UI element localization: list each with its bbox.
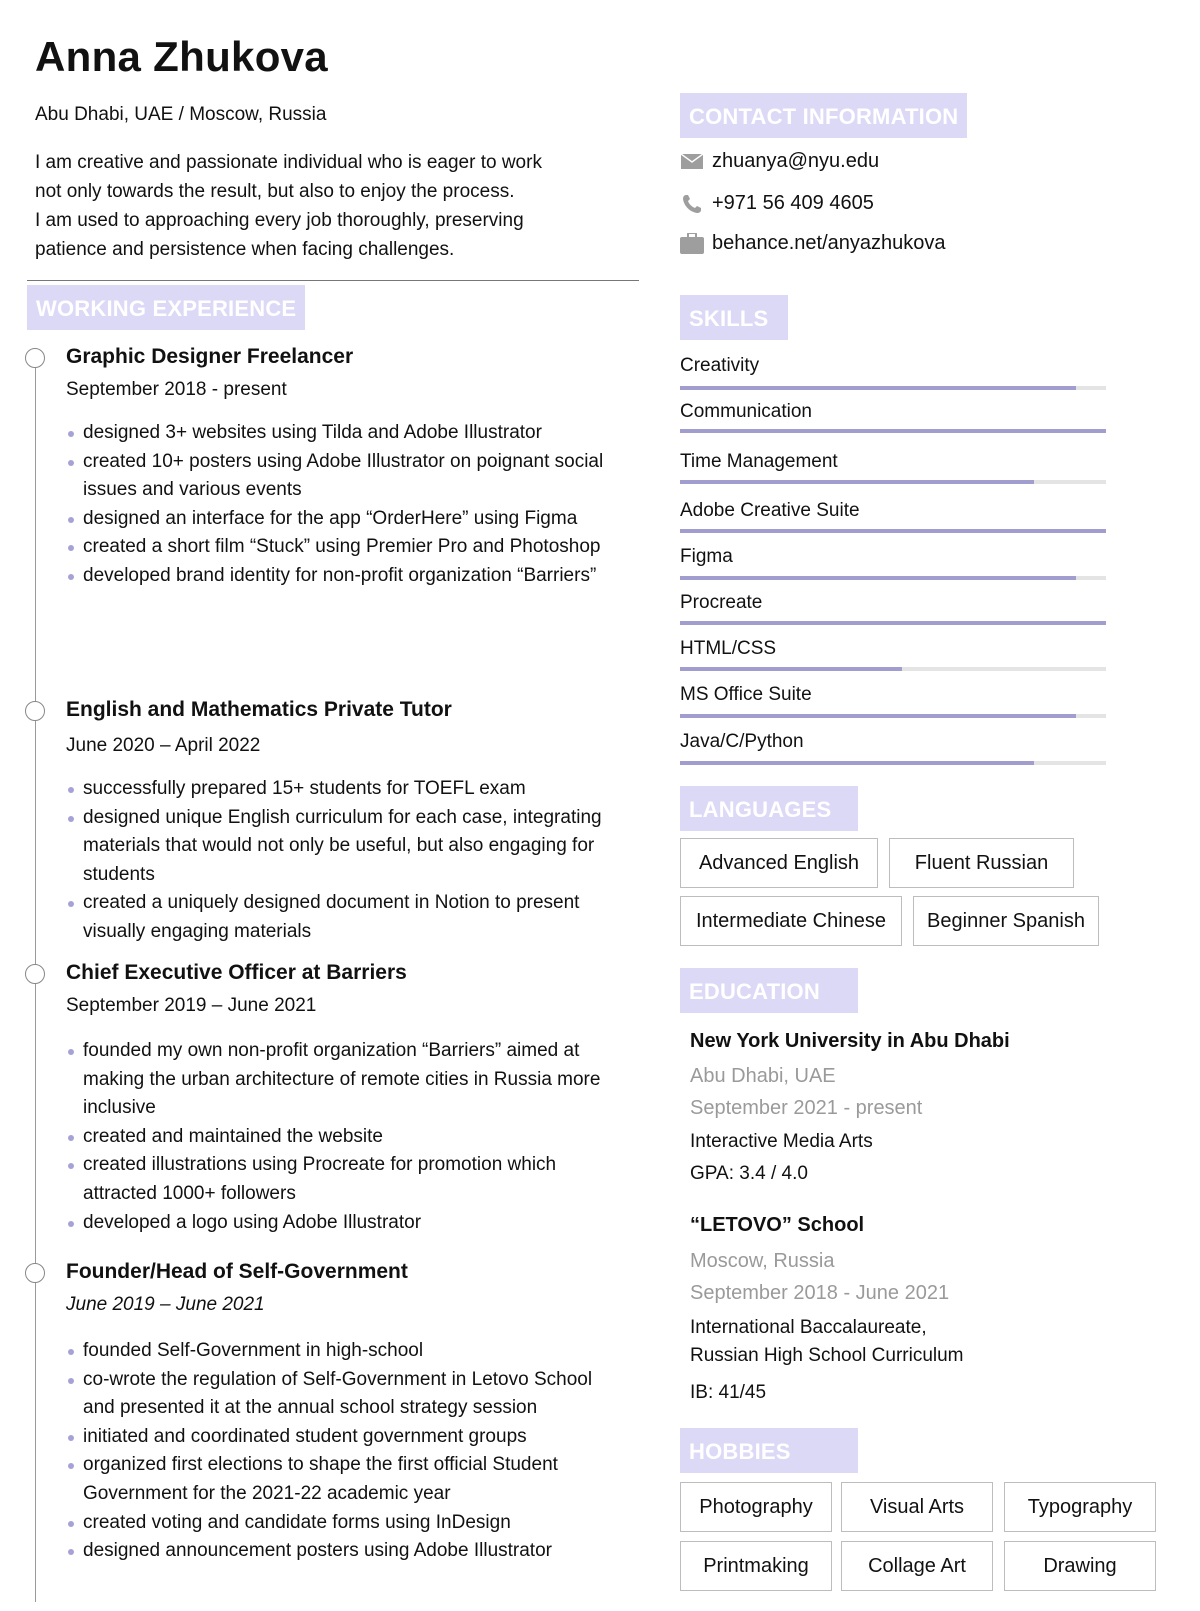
list-item: created a short film “Stuck” using Premier Pro and Photoshop — [83, 533, 628, 562]
hobby-tag: Photography — [680, 1482, 832, 1532]
skill-bar-track — [680, 429, 1106, 433]
school-grade: IB: 41/45 — [690, 1382, 767, 1403]
job-bullets — [83, 1037, 628, 1237]
job-bullets — [83, 1337, 628, 1566]
section-title-education: EDUCATION — [680, 968, 858, 1013]
hobby-tag: Collage Art — [841, 1541, 993, 1591]
list-item: successfully prepared 15+ students for TOEFL exam — [83, 775, 628, 804]
list-item: co-wrote the regulation of Self-Government in Letovo School and presented it at the annual school strategy session — [83, 1366, 628, 1423]
school-program: Russian High School Curriculum — [690, 1345, 964, 1366]
skill-bar-fill — [680, 667, 902, 671]
contact-phone[interactable] — [680, 192, 874, 215]
list-item: designed an interface for the app “OrderHere” using Figma — [83, 505, 628, 534]
skill-bar-fill — [680, 621, 1106, 625]
list-item: created voting and candidate forms using InDesign — [83, 1509, 628, 1538]
school-name: New York University in Abu Dhabi — [690, 1030, 1010, 1052]
list-item: founded my own non-profit organization “Barriers” aimed at making the urban architecture of remote cities in Russia more inclusive — [83, 1037, 628, 1123]
hobby-tag: Drawing — [1004, 1541, 1156, 1591]
skill-bar-track — [680, 621, 1106, 625]
skill-label: Adobe Creative Suite — [680, 500, 860, 521]
timeline-dot — [25, 964, 45, 984]
summary-line: I am used to approaching every job thoroughly, preserving — [35, 210, 524, 231]
job-bullets — [83, 419, 628, 591]
school-grade: GPA: 3.4 / 4.0 — [690, 1163, 808, 1184]
header-divider — [27, 280, 639, 281]
list-item: created and maintained the website — [83, 1123, 628, 1152]
job-title: Graphic Designer Freelancer — [66, 345, 354, 368]
location: Abu Dhabi, UAE / Moscow, Russia — [35, 104, 327, 125]
section-title-experience: WORKING EXPERIENCE — [27, 285, 305, 330]
section-title-skills: SKILLS — [680, 295, 788, 340]
hobby-tag: Typography — [1004, 1482, 1156, 1532]
skill-label: Time Management — [680, 451, 838, 472]
skill-bar-fill — [680, 529, 1106, 533]
list-item: designed 3+ websites using Tilda and Adobe Illustrator — [83, 419, 628, 448]
language-tag: Beginner Spanish — [913, 896, 1099, 946]
school-dates: September 2018 - June 2021 — [690, 1282, 950, 1304]
school-program: International Baccalaureate, — [690, 1317, 927, 1338]
skill-bar-track — [680, 576, 1106, 580]
contact-email[interactable] — [680, 150, 879, 173]
summary-line: I am creative and passionate individual who is eager to work — [35, 152, 542, 173]
language-tag: Advanced English — [680, 838, 878, 888]
section-title-contact: CONTACT INFORMATION — [680, 93, 967, 138]
job-title: Founder/Head of Self-Government — [66, 1260, 408, 1283]
skill-item — [680, 451, 1106, 473]
skill-bar-fill — [680, 714, 1076, 718]
briefcase-icon — [680, 233, 704, 255]
school-location: Moscow, Russia — [690, 1250, 835, 1272]
skill-bar-track — [680, 480, 1106, 484]
skill-bar-fill — [680, 761, 1034, 765]
skill-bar-fill — [680, 480, 1034, 484]
job-date: September 2018 - present — [66, 379, 287, 400]
skill-bar-track — [680, 761, 1106, 765]
resume-name: Anna Zhukova — [35, 33, 328, 80]
phone-icon — [680, 193, 704, 215]
skill-bar-fill — [680, 386, 1076, 390]
skill-label: MS Office Suite — [680, 684, 812, 705]
job-date: June 2020 – April 2022 — [66, 735, 261, 756]
skill-label: Communication — [680, 401, 812, 422]
job-date: June 2019 – June 2021 — [66, 1294, 265, 1315]
skill-label: Figma — [680, 546, 733, 567]
list-item: founded Self-Government in high-school — [83, 1337, 628, 1366]
school-program: Interactive Media Arts — [690, 1131, 873, 1152]
skill-bar-track — [680, 529, 1106, 533]
job-title: Chief Executive Officer at Barriers — [66, 961, 407, 984]
skill-item — [680, 684, 1106, 706]
skill-bar-track — [680, 667, 1106, 671]
language-tag: Intermediate Chinese — [680, 896, 902, 946]
language-tag: Fluent Russian — [889, 838, 1074, 888]
list-item: developed a logo using Adobe Illustrator — [83, 1209, 628, 1238]
list-item: created illustrations using Procreate for promotion which attracted 1000+ followers — [83, 1151, 628, 1208]
school-name: “LETOVO” School — [690, 1214, 865, 1236]
skill-item — [680, 355, 1106, 377]
list-item: organized first elections to shape the first official Student Government for the 2021-22 academic year — [83, 1451, 628, 1508]
portfolio-text[interactable]: behance.net/anyazhukova — [712, 232, 946, 254]
skill-item — [680, 546, 1106, 568]
hobby-tag: Visual Arts — [841, 1482, 993, 1532]
skill-item — [680, 638, 1106, 660]
job-title: English and Mathematics Private Tutor — [66, 698, 452, 721]
contact-portfolio[interactable] — [680, 232, 946, 255]
phone-text[interactable]: +971 56 409 4605 — [712, 192, 874, 214]
list-item: created a uniquely designed document in Notion to present visually engaging materials — [83, 889, 628, 946]
skill-item — [680, 731, 1106, 753]
skill-bar-fill — [680, 429, 1106, 433]
job-bullets — [83, 775, 628, 947]
school-location: Abu Dhabi, UAE — [690, 1065, 836, 1087]
skill-label: Java/C/Python — [680, 731, 804, 752]
list-item: developed brand identity for non-profit organization “Barriers” — [83, 562, 628, 591]
skill-item — [680, 500, 1106, 522]
skill-bar-track — [680, 714, 1106, 718]
summary-line: not only towards the result, but also to enjoy the process. — [35, 181, 515, 202]
section-title-languages: LANGUAGES — [680, 786, 858, 831]
section-title-hobbies: HOBBIES — [680, 1428, 858, 1473]
email-text[interactable]: zhuanya@nyu.edu — [712, 150, 880, 172]
skill-label: Procreate — [680, 592, 763, 613]
mail-icon — [680, 151, 704, 173]
skill-item — [680, 592, 1106, 614]
timeline-dot — [25, 701, 45, 721]
hobby-tag: Printmaking — [680, 1541, 832, 1591]
skill-item — [680, 401, 1106, 423]
job-date: September 2019 – June 2021 — [66, 995, 317, 1016]
timeline-dot — [25, 1263, 45, 1283]
summary — [35, 148, 615, 264]
list-item: designed announcement posters using Adobe Illustrator — [83, 1537, 628, 1566]
list-item: initiated and coordinated student government groups — [83, 1423, 628, 1452]
skill-label: Creativity — [680, 355, 760, 376]
list-item: created 10+ posters using Adobe Illustrator on poignant social issues and various events — [83, 448, 628, 505]
summary-line: patience and persistence when facing challenges. — [35, 239, 455, 260]
timeline-dot — [25, 348, 45, 368]
skill-label: HTML/CSS — [680, 638, 777, 659]
list-item: designed unique English curriculum for each case, integrating materials that would not only be useful, but also engaging for students — [83, 804, 628, 890]
skill-bar-track — [680, 386, 1106, 390]
school-dates: September 2021 - present — [690, 1097, 923, 1119]
skill-bar-fill — [680, 576, 1076, 580]
